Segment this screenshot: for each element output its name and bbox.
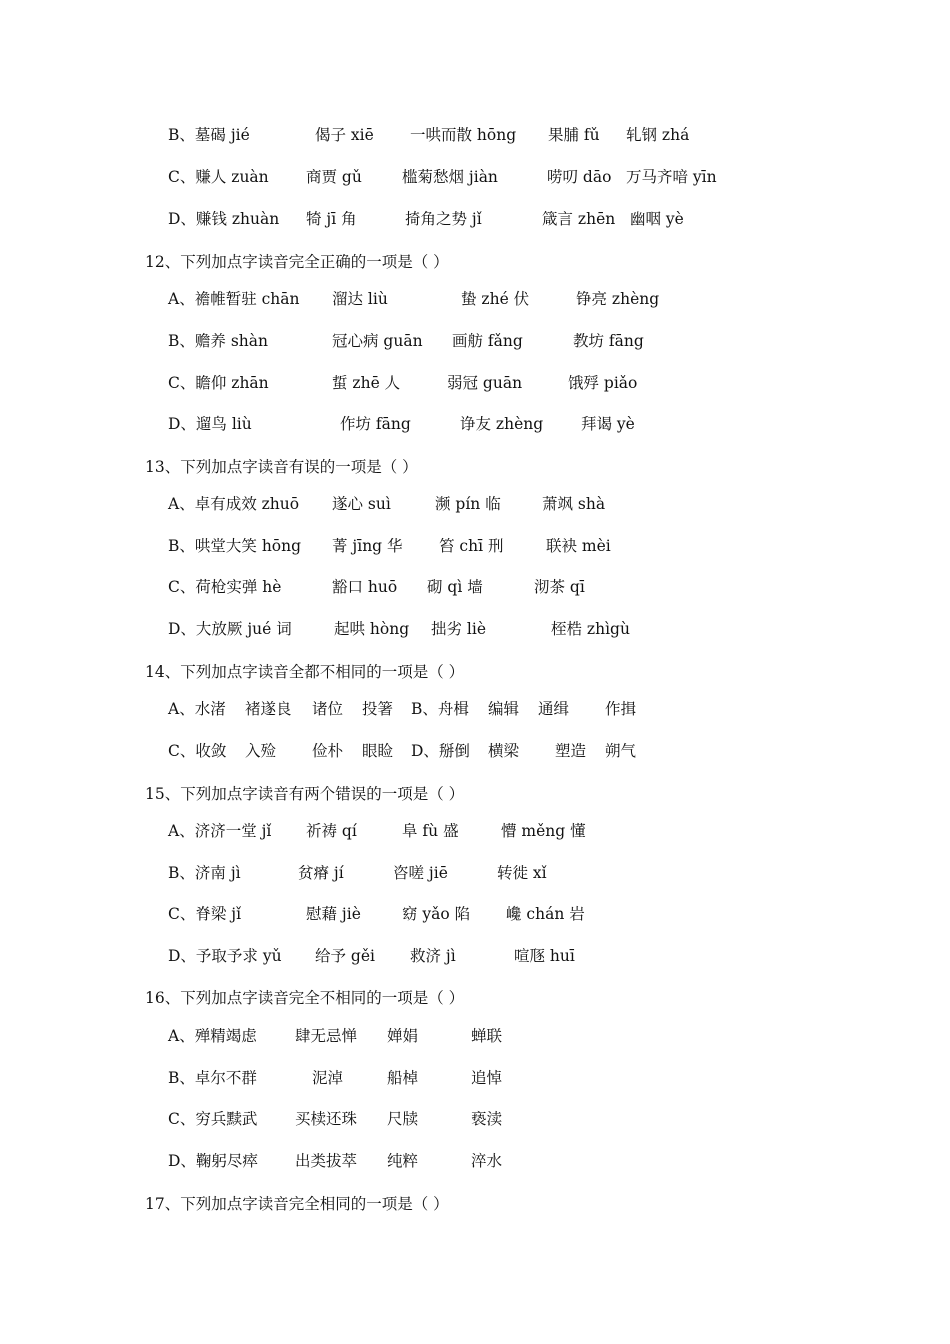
- option-item: 作坊 fāng: [340, 415, 411, 433]
- option-item: 诤友 zhèng: [460, 415, 544, 433]
- q11-option-b: [0, 123, 950, 153]
- q13-option-b: [0, 534, 950, 564]
- option-item: 俭朴: [312, 742, 344, 760]
- option-item: 投箸: [362, 700, 394, 718]
- option-item: 买椟还珠: [295, 1110, 358, 1128]
- option-item: 萧飒 shà: [542, 495, 606, 513]
- option-item: 泥淖: [312, 1069, 344, 1087]
- option-item: 桎梏 zhìgù: [551, 620, 630, 638]
- option-item: 婵娟: [387, 1027, 419, 1045]
- question-title: 15、下列加点字读音有两个错误的一项是（ ）: [145, 785, 465, 803]
- option-item: 祈祷 qí: [306, 822, 357, 840]
- option-item: 菁 jīng 华: [332, 537, 403, 555]
- option-item: D、遛鸟 liù: [168, 415, 252, 433]
- option-item: 溜达 liù: [332, 290, 388, 308]
- option-item: 万马齐喑 yīn: [626, 168, 717, 186]
- option-item: B、舟楫: [411, 700, 469, 718]
- option-item: B、卓尔不群: [168, 1069, 257, 1087]
- question-title: 14、下列加点字读音全都不相同的一项是（ ）: [145, 663, 465, 681]
- question-title: 16、下列加点字读音完全不相同的一项是（ ）: [145, 989, 465, 1007]
- option-item: 贫瘠 jí: [298, 864, 344, 882]
- option-item: A、襜帷暂驻 chān: [168, 290, 300, 308]
- option-item: A、济济一堂 jǐ: [168, 822, 272, 840]
- option-item: B、哄堂大笑 hōng: [168, 537, 302, 555]
- option-item: 尺牍: [387, 1110, 419, 1128]
- option-item: 阜 fù 盛: [402, 822, 459, 840]
- option-item: 犄 jī 角: [306, 210, 357, 228]
- option-item: 槛菊愁烟 jiàn: [402, 168, 498, 186]
- q15-option-a: [0, 819, 950, 849]
- option-item: 蝉联: [471, 1027, 503, 1045]
- q15-option-b: [0, 861, 950, 891]
- q11-option-d: [0, 207, 950, 237]
- q14-title-line: [0, 660, 950, 690]
- option-item: D、赚钱 zhuàn: [168, 210, 280, 228]
- option-item: 懵 měng 懂: [501, 822, 586, 840]
- q11-option-c: [0, 165, 950, 195]
- option-item: 慰藉 jiè: [306, 905, 361, 923]
- option-item: 亵渎: [471, 1110, 503, 1128]
- option-item: 掎角之势 jǐ: [405, 210, 482, 228]
- option-item: 沏茶 qī: [534, 578, 585, 596]
- q12-option-a: [0, 287, 950, 317]
- option-item: 商贾 gǔ: [306, 168, 362, 186]
- option-item: 窈 yǎo 陷: [402, 905, 471, 923]
- option-item: 砌 qì 墙: [427, 578, 483, 596]
- option-item: C、瞻仰 zhān: [168, 374, 269, 392]
- q13-title-line: [0, 455, 950, 485]
- option-item: A、卓有成效 zhuō: [168, 495, 300, 513]
- q12-option-b: [0, 329, 950, 359]
- option-item: 编辑: [488, 700, 520, 718]
- option-item: 船棹: [387, 1069, 419, 1087]
- q12-option-d: [0, 412, 950, 442]
- option-item: D、掰倒: [411, 742, 470, 760]
- option-item: 给予 gěi: [315, 947, 375, 965]
- q16-option-c: [0, 1107, 950, 1137]
- option-item: 蜇 zhē 人: [332, 374, 401, 392]
- q12-title-line: [0, 250, 950, 280]
- option-item: 褚遂良: [245, 700, 292, 718]
- q16-option-d: [0, 1149, 950, 1179]
- question-title: 17、下列加点字读音完全相同的一项是（ ）: [145, 1195, 449, 1213]
- option-item: 作揖: [605, 700, 637, 718]
- option-item: 拜谒 yè: [581, 415, 635, 433]
- option-item: 濒 pín 临: [435, 495, 501, 513]
- option-item: 教坊 fāng: [573, 332, 644, 350]
- option-item: 巉 chán 岩: [506, 905, 585, 923]
- q13-option-c: [0, 575, 950, 605]
- option-item: 遂心 suì: [332, 495, 391, 513]
- option-item: 果脯 fǔ: [548, 126, 600, 144]
- option-item: A、殚精竭虑: [168, 1027, 257, 1045]
- option-item: 画舫 fǎng: [452, 332, 523, 350]
- option-item: 联袂 mèi: [546, 537, 611, 555]
- option-item: 铮亮 zhèng: [576, 290, 660, 308]
- option-item: 喧豗 huī: [514, 947, 575, 965]
- option-item: 追悼: [471, 1069, 503, 1087]
- option-item: 转徙 xǐ: [497, 864, 547, 882]
- q14-options-cd: [0, 739, 950, 769]
- option-item: C、荷枪实弹 hè: [168, 578, 282, 596]
- option-item: 幽咽 yè: [630, 210, 684, 228]
- option-item: 肆无忌惮: [295, 1027, 358, 1045]
- option-item: 弱冠 guān: [447, 374, 523, 392]
- option-item: 眼睑: [362, 742, 394, 760]
- option-item: 豁口 huō: [332, 578, 398, 596]
- option-item: 箴言 zhēn: [542, 210, 616, 228]
- option-item: 蛰 zhé 伏: [461, 290, 530, 308]
- q15-title-line: [0, 782, 950, 812]
- option-item: 咨嗟 jiē: [393, 864, 448, 882]
- q17-title-line: [0, 1192, 950, 1222]
- q12-option-c: [0, 371, 950, 401]
- option-item: 通缉: [538, 700, 570, 718]
- option-item: 起哄 hòng: [334, 620, 410, 638]
- option-item: 诸位: [312, 700, 344, 718]
- option-item: B、墓碣 jié: [168, 126, 250, 144]
- option-item: 偈子 xiē: [315, 126, 374, 144]
- option-item: A、水渚: [168, 700, 226, 718]
- q15-option-d: [0, 944, 950, 974]
- option-item: D、大放厥 jué 词: [168, 620, 292, 638]
- option-item: 纯粹: [387, 1152, 419, 1170]
- option-item: 入殓: [245, 742, 277, 760]
- q13-option-d: [0, 617, 950, 647]
- option-item: D、鞠躬尽瘁: [168, 1152, 258, 1170]
- option-item: D、予取予求 yǔ: [168, 947, 282, 965]
- option-item: 饿殍 piǎo: [568, 374, 638, 392]
- option-item: 笞 chī 刑: [439, 537, 504, 555]
- question-title: 12、下列加点字读音完全正确的一项是（ ）: [145, 253, 449, 271]
- option-item: C、脊梁 jǐ: [168, 905, 242, 923]
- option-item: 朔气: [605, 742, 637, 760]
- option-item: C、赚人 zuàn: [168, 168, 269, 186]
- q16-option-a: [0, 1024, 950, 1054]
- q16-title-line: [0, 986, 950, 1016]
- option-item: 一哄而散 hōng: [410, 126, 517, 144]
- q15-option-c: [0, 902, 950, 932]
- option-item: 横梁: [488, 742, 520, 760]
- q14-options-ab: [0, 697, 950, 727]
- option-item: B、济南 jì: [168, 864, 241, 882]
- option-item: 淬水: [471, 1152, 503, 1170]
- option-item: 拙劣 liè: [431, 620, 487, 638]
- q13-option-a: [0, 492, 950, 522]
- option-item: 塑造: [555, 742, 587, 760]
- option-item: 唠叨 dāo: [547, 168, 612, 186]
- option-item: 轧钢 zhá: [626, 126, 690, 144]
- option-item: C、收敛: [168, 742, 227, 760]
- option-item: 冠心病 guān: [332, 332, 423, 350]
- q16-option-b: [0, 1066, 950, 1096]
- option-item: B、赡养 shàn: [168, 332, 268, 350]
- option-item: C、穷兵黩武: [168, 1110, 258, 1128]
- question-title: 13、下列加点字读音有误的一项是（ ）: [145, 458, 418, 476]
- option-item: 救济 jì: [410, 947, 456, 965]
- option-item: 出类拔萃: [295, 1152, 358, 1170]
